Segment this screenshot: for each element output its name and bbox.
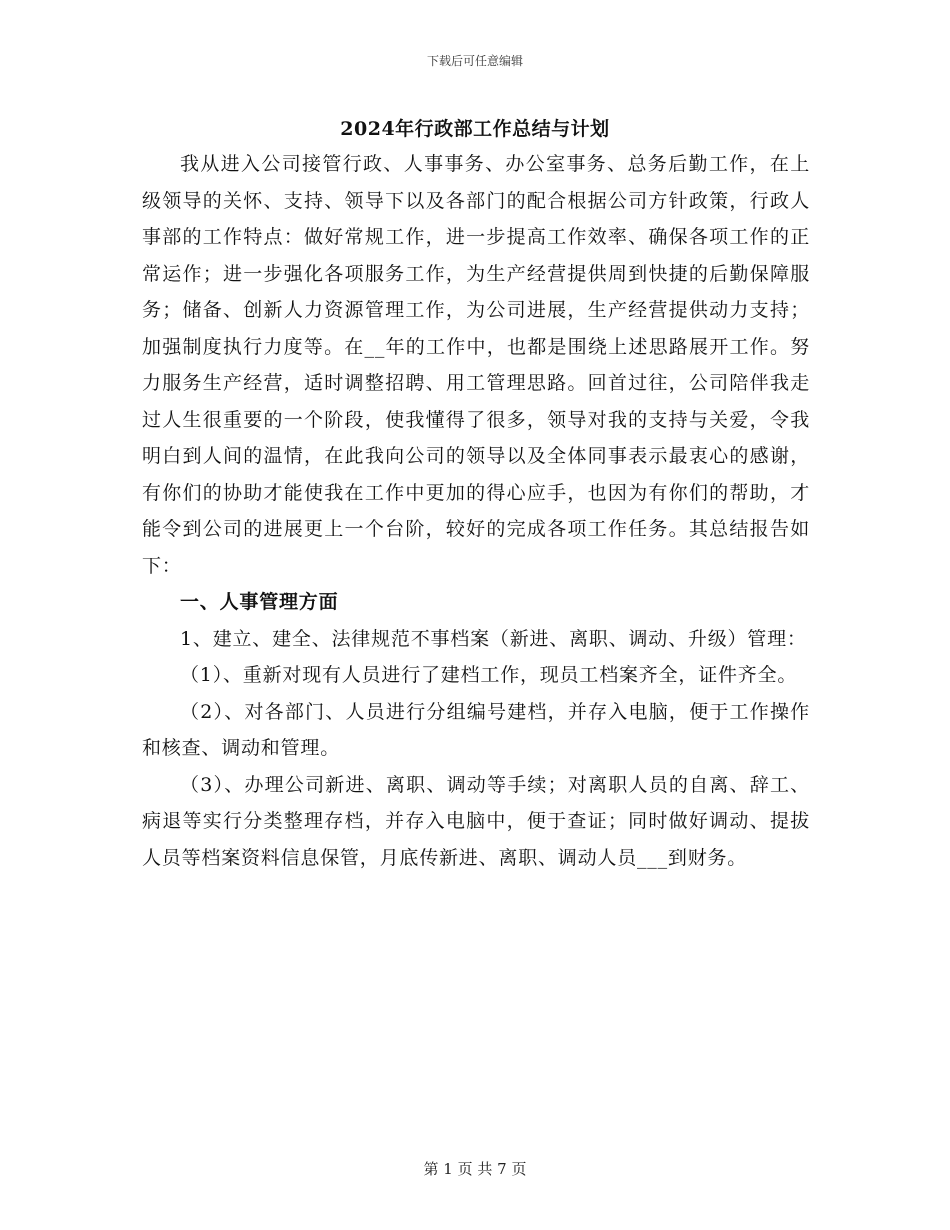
page-header-note: 下载后可任意编辑 xyxy=(426,54,523,68)
subitem-paragraph-2: （2）、对各部门、人员进行分组编号建档，并存入电脑，便于工作操作和核查、调动和管理。 xyxy=(142,700,810,759)
page-number: 第 1 页 共 7 页 xyxy=(423,1160,527,1178)
subitem-paragraph-3: （3）、办理公司新进、离职、调动等手续；对离职人员的自离、辞工、病退等实行分类整理存档，并存入电脑中，便于查证；同时做好调动、提拔人员等档案资料信息保管，月底传新进、离职、调动人员___到财务。 xyxy=(142,773,810,869)
subitem-paragraph-1: （1）、重新对现有人员进行了建档工作，现员工档案齐全，证件齐全。 xyxy=(180,664,798,686)
section-heading-personnel: 一、人事管理方面 xyxy=(180,591,339,613)
item-paragraph-1: 1、建立、建全、法律规范不事档案（新进、离职、调动、升级）管理： xyxy=(180,627,807,650)
document-body xyxy=(142,146,810,876)
document-title: 2024年行政部工作总结与计划 xyxy=(340,118,610,140)
intro-paragraph: 我从进入公司接管行政、人事事务、办公室事务、总务后勤工作，在上级领导的关怀、支持、领导下以及各部门的配合根据公司方针政策，行政人事部的工作特点：做好常规工作，进一步提高工作效率、确保各项工作的正常运作；进一步强化各项服务工作，为生产经营提供周到快捷的后勤保障服务；储备、创新人力资源管理工作，为公司进展，生产经营提供动力支持；加强制度执行力度等。在__年的工作中，也都是围绕上述思路展开工作。努力服务生产经营，适时调整招聘、用工管理思路。回首过往，公司陪伴我走过人生很重要的一个阶段，使我懂得了很多，领导对我的支持与关爱，令我明白到人间的温情，在此我向公司的领导以及全体同事表示最衷心的感谢，有你们的协助才能使我在工作中更加的得心应手，也因为有你们的帮助，才能令到公司的进展更上一个台阶，较好的完成各项工作任务。其总结报告如下： xyxy=(142,153,810,577)
